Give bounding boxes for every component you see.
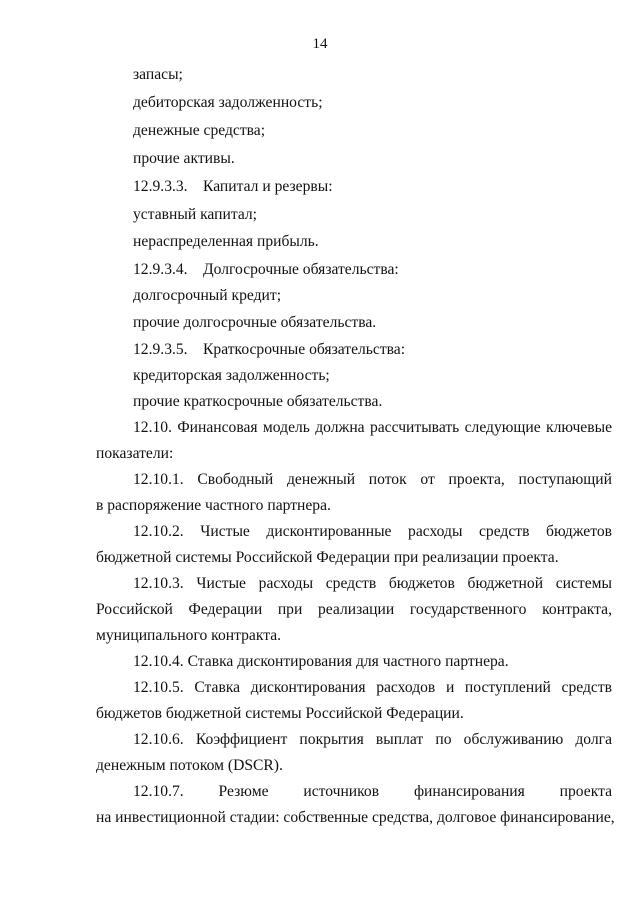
section-title: Краткосрочные обязательства: xyxy=(203,341,406,358)
section-number: 12.9.3.5. xyxy=(133,341,188,358)
section-12-9-3-5 xyxy=(133,341,405,359)
paragraph-12-10-7-line-1: 12.10.7. Резюме источников финансирования проекта xyxy=(133,783,612,800)
paragraph-12-10-3-line-1: 12.10.3. Чистые расходы средств бюджетов бюджетной системы xyxy=(133,575,612,592)
paragraph-12-10-5-line-1: 12.10.5. Ставка дисконтирования расходов и поступлений средств xyxy=(133,679,612,696)
list-item-other-long-term: прочие долгосрочные обязательства. xyxy=(133,314,377,331)
paragraph-12-10-2-line-2: бюджетной системы Российской Федерации при реализации проекта. xyxy=(96,549,559,566)
list-item-other-assets: прочие активы. xyxy=(133,150,235,167)
list-item-payables: кредиторская задолженность; xyxy=(133,367,330,384)
list-item-retained-earnings: нераспределенная прибыль. xyxy=(133,233,319,250)
paragraph-12-10-3-line-2: Российской Федерации при реализации государственного контракта, xyxy=(96,601,612,618)
paragraph-12-10-7-line-2: на инвестиционной стадии: собственные средства, долговое финансирование, xyxy=(96,809,615,826)
section-12-9-3-4 xyxy=(133,261,399,279)
paragraph-12-10-1-line-1: 12.10.1. Свободный денежный поток от проекта, поступающий xyxy=(133,471,612,488)
paragraph-12-10-5-line-2: бюджетов бюджетной системы Российской Федерации. xyxy=(96,705,464,722)
list-item-other-short-term: прочие краткосрочные обязательства. xyxy=(133,393,383,410)
paragraph-12-10-line-2: показатели: xyxy=(96,445,174,462)
paragraph-12-10-2-line-1: 12.10.2. Чистые дисконтированные расходы средств бюджетов xyxy=(133,523,612,540)
section-number: 12.9.3.4. xyxy=(133,261,188,278)
section-12-9-3-3 xyxy=(133,178,333,196)
section-title: Долгосрочные обязательства: xyxy=(203,261,399,278)
paragraph-12-10-6-line-1: 12.10.6. Коэффициент покрытия выплат по обслуживанию долга xyxy=(133,731,612,748)
section-number: 12.9.3.3. xyxy=(133,178,188,195)
list-item-inventory: запасы; xyxy=(133,66,183,83)
list-item-long-term-credit: долгосрочный кредит; xyxy=(133,287,282,304)
paragraph-12-10-1-line-2: в распоряжение частного партнера. xyxy=(96,497,331,514)
section-title: Капитал и резервы: xyxy=(203,178,333,195)
paragraph-12-10-3-line-3: муниципального контракта. xyxy=(96,627,282,644)
paragraph-12-10-6-line-2: денежным потоком (DSCR). xyxy=(96,757,283,774)
paragraph-12-10-line-1: 12.10. Финансовая модель должна рассчитывать следующие ключевые xyxy=(133,419,612,436)
list-item-charter-capital: уставный капитал; xyxy=(133,206,257,223)
list-item-receivables: дебиторская задолженность; xyxy=(133,94,323,111)
page-number: 14 xyxy=(312,36,328,52)
list-item-cash: денежные средства; xyxy=(133,122,266,139)
paragraph-12-10-4: 12.10.4. Ставка дисконтирования для частного партнера. xyxy=(133,653,509,670)
